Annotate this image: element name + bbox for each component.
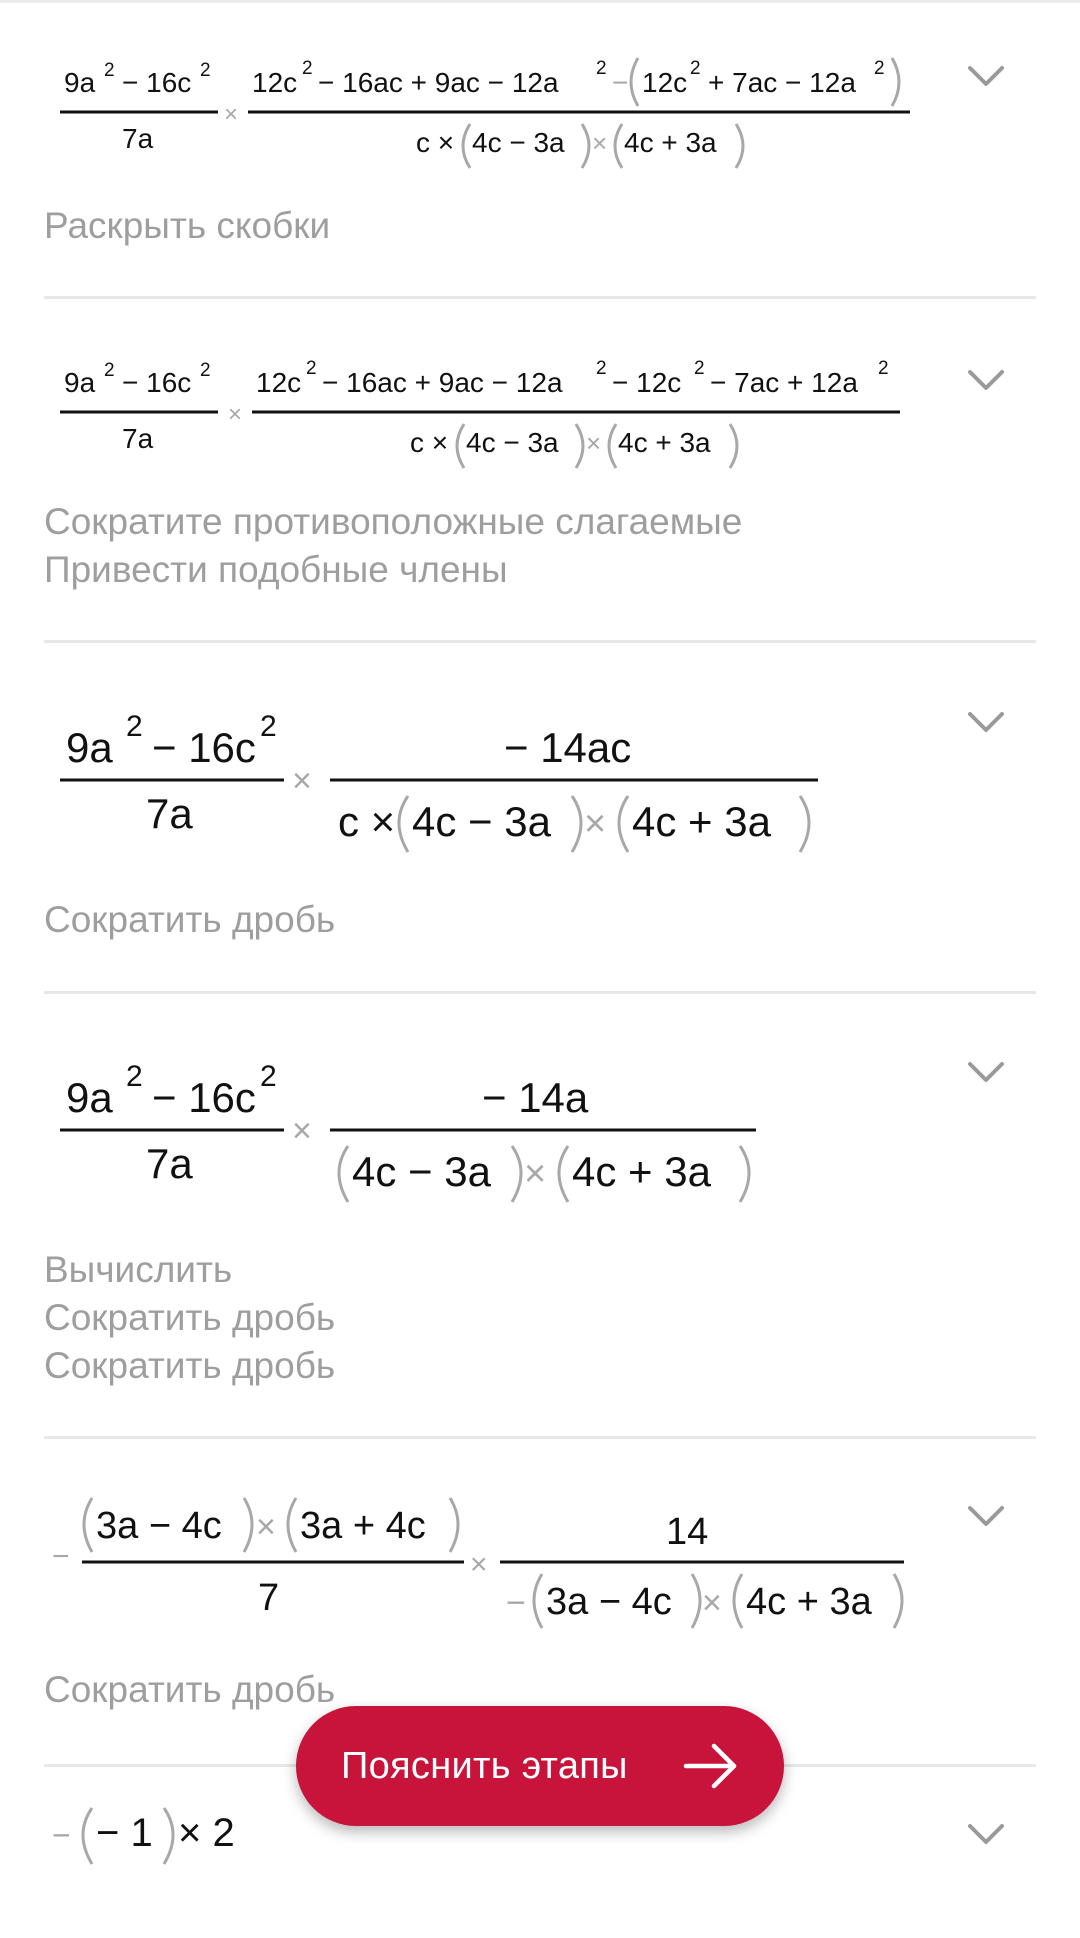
step-description: Вычислить: [44, 1249, 233, 1290]
explain-steps-button[interactable]: [296, 1706, 784, 1826]
step-divider: [44, 1436, 1036, 1439]
svg-text:×: ×: [586, 428, 602, 458]
svg-text:7a: 7a: [146, 790, 193, 837]
step-description: Сократить дробь: [44, 1669, 336, 1710]
svg-text:4c − 3a: 4c − 3a: [352, 1148, 491, 1195]
svg-text:c ×: c ×: [338, 798, 396, 845]
svg-text:×: ×: [256, 1508, 276, 1546]
svg-text:− 16c: − 16c: [122, 67, 192, 98]
step-1-descriptions: [44, 202, 330, 250]
svg-text:12c: 12c: [642, 67, 688, 98]
svg-text:−: −: [52, 1817, 71, 1853]
svg-text:3a − 4c: 3a − 4c: [546, 1581, 672, 1623]
svg-text:14: 14: [666, 1511, 709, 1553]
svg-text:2: 2: [126, 1060, 143, 1093]
solution-step-4[interactable]: [44, 1050, 1036, 1410]
svg-text:4c + 3a: 4c + 3a: [624, 127, 717, 158]
step-2-descriptions: [44, 498, 742, 594]
svg-text:2: 2: [260, 1060, 277, 1093]
step-5-descriptions: [44, 1666, 335, 1714]
svg-text:4c − 3a: 4c − 3a: [466, 427, 559, 458]
svg-text:− 16ac + 9ac − 12a: − 16ac + 9ac − 12a: [318, 67, 559, 98]
svg-text:2: 2: [690, 58, 701, 79]
svg-text:c ×: c ×: [416, 127, 455, 158]
svg-text:9a: 9a: [66, 724, 113, 771]
chevron-down-icon[interactable]: [964, 700, 1008, 744]
solution-step-2[interactable]: [44, 340, 1036, 600]
chevron-down-icon[interactable]: [964, 1494, 1008, 1538]
step-2-expression: [52, 340, 952, 470]
svg-text:4c + 3a: 4c + 3a: [618, 427, 711, 458]
step-description: Сократить дробь: [44, 899, 336, 940]
svg-text:2: 2: [596, 58, 607, 79]
svg-text:2: 2: [104, 60, 115, 81]
svg-text:−: −: [506, 1584, 526, 1622]
svg-text:− 7ac + 12a: − 7ac + 12a: [710, 367, 858, 398]
svg-text:2: 2: [878, 358, 889, 379]
chevron-down-icon[interactable]: [964, 54, 1008, 98]
svg-text:×: ×: [228, 401, 243, 428]
svg-text:− 16c: − 16c: [152, 724, 256, 771]
svg-text:×: ×: [292, 762, 312, 800]
svg-text:×: ×: [524, 1153, 547, 1195]
svg-text:7a: 7a: [122, 123, 154, 154]
svg-text:2: 2: [306, 358, 317, 379]
svg-text:2: 2: [260, 710, 277, 743]
step-divider: [44, 296, 1036, 299]
solution-step-5[interactable]: [44, 1490, 1036, 1730]
svg-text:×: ×: [584, 803, 607, 845]
svg-text:7a: 7a: [122, 423, 154, 454]
chevron-down-icon[interactable]: [964, 358, 1008, 402]
svg-text:2: 2: [874, 58, 885, 79]
svg-text:7a: 7a: [146, 1140, 193, 1187]
svg-text:2: 2: [200, 360, 211, 381]
explain-steps-label: Пояснить этапы: [341, 1744, 628, 1787]
svg-text:×: ×: [224, 101, 239, 128]
svg-text:3a + 4c: 3a + 4c: [300, 1505, 426, 1547]
step-4-expression: [52, 1050, 952, 1220]
chevron-down-icon[interactable]: [964, 1812, 1008, 1856]
step-description: Привести подобные члены: [44, 549, 508, 590]
svg-text:− 14a: − 14a: [482, 1074, 589, 1121]
step-3-descriptions: [44, 896, 335, 944]
svg-text:− 16c: − 16c: [122, 367, 192, 398]
svg-text:× 2: × 2: [178, 1811, 235, 1855]
step-divider: [44, 991, 1036, 994]
svg-text:×: ×: [470, 1548, 488, 1581]
svg-text:2: 2: [126, 710, 143, 743]
svg-text:12c: 12c: [252, 67, 298, 98]
step-description: Сократите противоположные слагаемые: [44, 501, 743, 542]
svg-text:9a: 9a: [66, 1074, 113, 1121]
step-3-expression: [52, 700, 952, 870]
svg-text:4c − 3a: 4c − 3a: [412, 798, 551, 845]
svg-text:×: ×: [702, 1584, 722, 1622]
solution-step-1[interactable]: [44, 40, 1036, 260]
svg-text:− 1: − 1: [96, 1811, 153, 1855]
top-divider: [0, 0, 1080, 3]
arrow-right-icon: [682, 1742, 740, 1790]
step-1-expression: [52, 40, 952, 170]
svg-text:12c: 12c: [256, 367, 302, 398]
svg-text:− 14ac: − 14ac: [504, 724, 632, 771]
svg-text:×: ×: [592, 128, 608, 158]
step-5-expression: [52, 1490, 952, 1640]
svg-text:2: 2: [596, 358, 607, 379]
step-description: Сократить дробь: [44, 1345, 336, 1386]
svg-text:9a: 9a: [64, 367, 96, 398]
svg-text:4c − 3a: 4c − 3a: [472, 127, 565, 158]
svg-text:+ 7ac − 12a: + 7ac − 12a: [708, 67, 856, 98]
svg-text:− 12c: − 12c: [612, 367, 682, 398]
svg-text:−: −: [612, 67, 629, 98]
svg-text:− 16c: − 16c: [152, 1074, 256, 1121]
svg-text:×: ×: [292, 1112, 312, 1150]
svg-text:−: −: [52, 1540, 70, 1573]
svg-text:4c + 3a: 4c + 3a: [632, 798, 771, 845]
svg-text:4c + 3a: 4c + 3a: [572, 1148, 711, 1195]
svg-text:c ×: c ×: [410, 427, 449, 458]
chevron-down-icon[interactable]: [964, 1050, 1008, 1094]
svg-text:7: 7: [258, 1577, 280, 1619]
step-divider: [44, 640, 1036, 643]
svg-text:2: 2: [200, 60, 211, 81]
svg-text:9a: 9a: [64, 67, 96, 98]
svg-text:2: 2: [694, 358, 705, 379]
svg-text:4c + 3a: 4c + 3a: [746, 1581, 872, 1623]
step-4-descriptions: [44, 1246, 335, 1390]
step-description: Сократить дробь: [44, 1297, 336, 1338]
svg-text:2: 2: [302, 58, 313, 79]
solution-step-3[interactable]: [44, 700, 1036, 960]
svg-text:− 16ac + 9ac − 12a: − 16ac + 9ac − 12a: [322, 367, 563, 398]
svg-text:3a − 4c: 3a − 4c: [96, 1505, 222, 1547]
step-description: Раскрыть скобки: [44, 205, 331, 246]
svg-text:2: 2: [104, 360, 115, 381]
